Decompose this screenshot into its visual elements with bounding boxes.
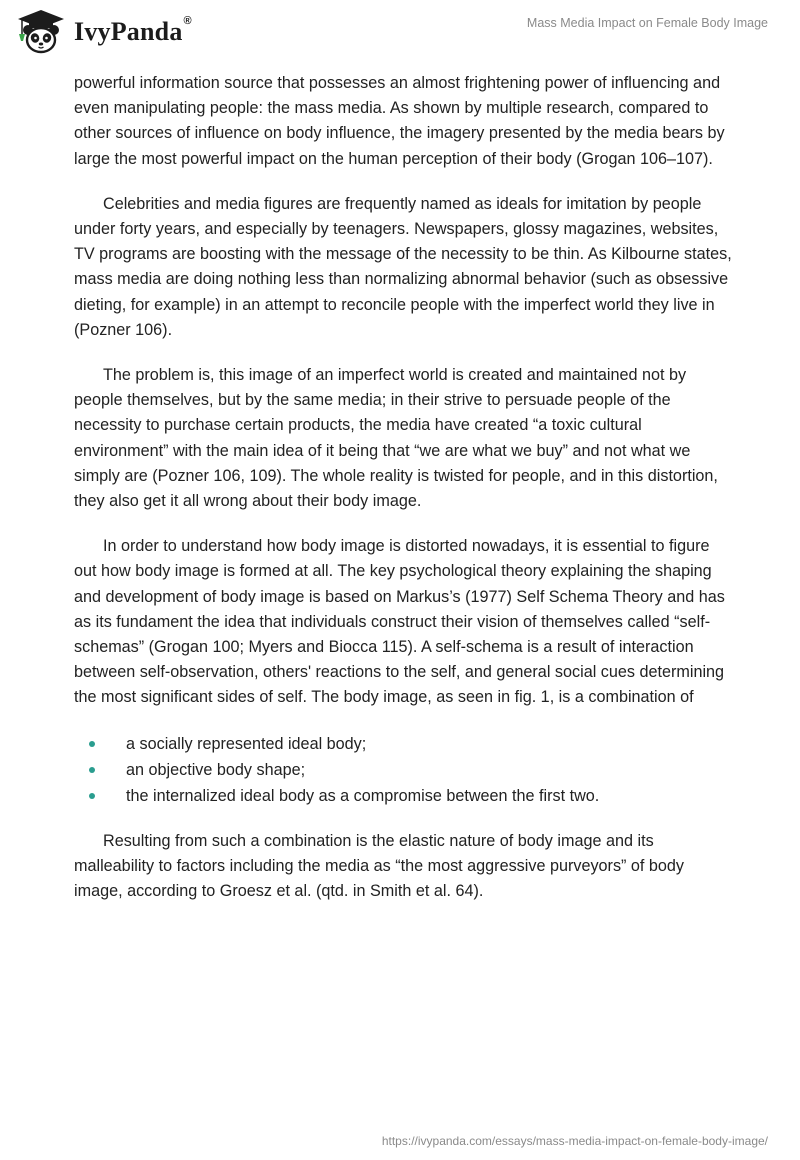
document-title: Mass Media Impact on Female Body Image — [526, 16, 768, 30]
list-item — [74, 783, 734, 809]
list-item-text: the internalized ideal body as a compromise between the first two. — [126, 786, 600, 805]
ivypanda-logo[interactable] — [14, 8, 244, 54]
paragraph: The problem is, this image of an imperfect world is created and maintained not by people themselves, but by the same media; in their strive to persuade people of the necessity to purchase certain products, the media have created “a toxic cultural environment” with the main idea of it being that “we are what we buy” and not what we simply are (Pozner 106, 109). The whole reality is twisted for people, and in this distortion, they also get it all wrong about their body image. — [74, 366, 718, 511]
closing-paragraph: Resulting from such a combination is the elastic nature of body image and its malleability to factors including the media as “the most aggressive purveyors” of body image, according to Groesz et al. (qtd. in Smith et al. 64). — [74, 831, 685, 901]
footer-url-link[interactable]: https://ivypanda.com/essays/mass-media-impact-on-female-body-image/ — [381, 1134, 768, 1148]
paragraph: powerful information source that possesses an almost frightening power of influencing and even manipulating people: the mass media. As shown by multiple research, compared to other sources of influence on body influence, the imagery presented by the media bears by large the most powerful impact on the human perception of their body (Grogan 106–107). — [74, 74, 725, 168]
registered-mark: ® — [183, 15, 192, 27]
list-item — [74, 731, 734, 757]
dot-bullet-icon — [89, 793, 95, 799]
bullet-list — [74, 731, 734, 809]
essay-body — [74, 71, 734, 924]
page-header — [0, 0, 800, 60]
dot-bullet-icon — [89, 767, 95, 773]
list-item-text: a socially represented ideal body; — [126, 734, 367, 753]
dot-bullet-icon — [89, 741, 95, 747]
panda-graduation-cap-icon — [14, 8, 68, 54]
list-item-text: an objective body shape; — [126, 760, 306, 779]
list-item — [74, 757, 734, 783]
paragraph: Celebrities and media figures are frequently named as ideals for imitation by people under forty years, and especially by teenagers. Newspapers, glossy magazines, websites, TV programs are boosting with the message of the necessity to be thin. As Kilbourne states, mass media are doing nothing less than normalizing abnormal behavior (such as obsessive dieting, for example) in an attempt to reconcile people with the imperfect world they live in (Pozner 106). — [74, 194, 732, 339]
logo-wordmark: IvyPanda® — [74, 15, 192, 46]
paragraph: In order to understand how body image is distorted nowadays, it is essential to figure out how body image is formed at all. The key psychological theory explaining the shaping and development of body image is based on Markus’s (1977) Self Schema Theory and has as its fundament the idea that individuals construct their vision of themselves called “self-schemas” (Grogan 100; Myers and Biocca 115). A self-schema is a result of interaction between self-observation, others' reactions to the self, and general social cues determining the most significant sides of self. The body image, as seen in fig. 1, is a combination of — [74, 537, 725, 707]
